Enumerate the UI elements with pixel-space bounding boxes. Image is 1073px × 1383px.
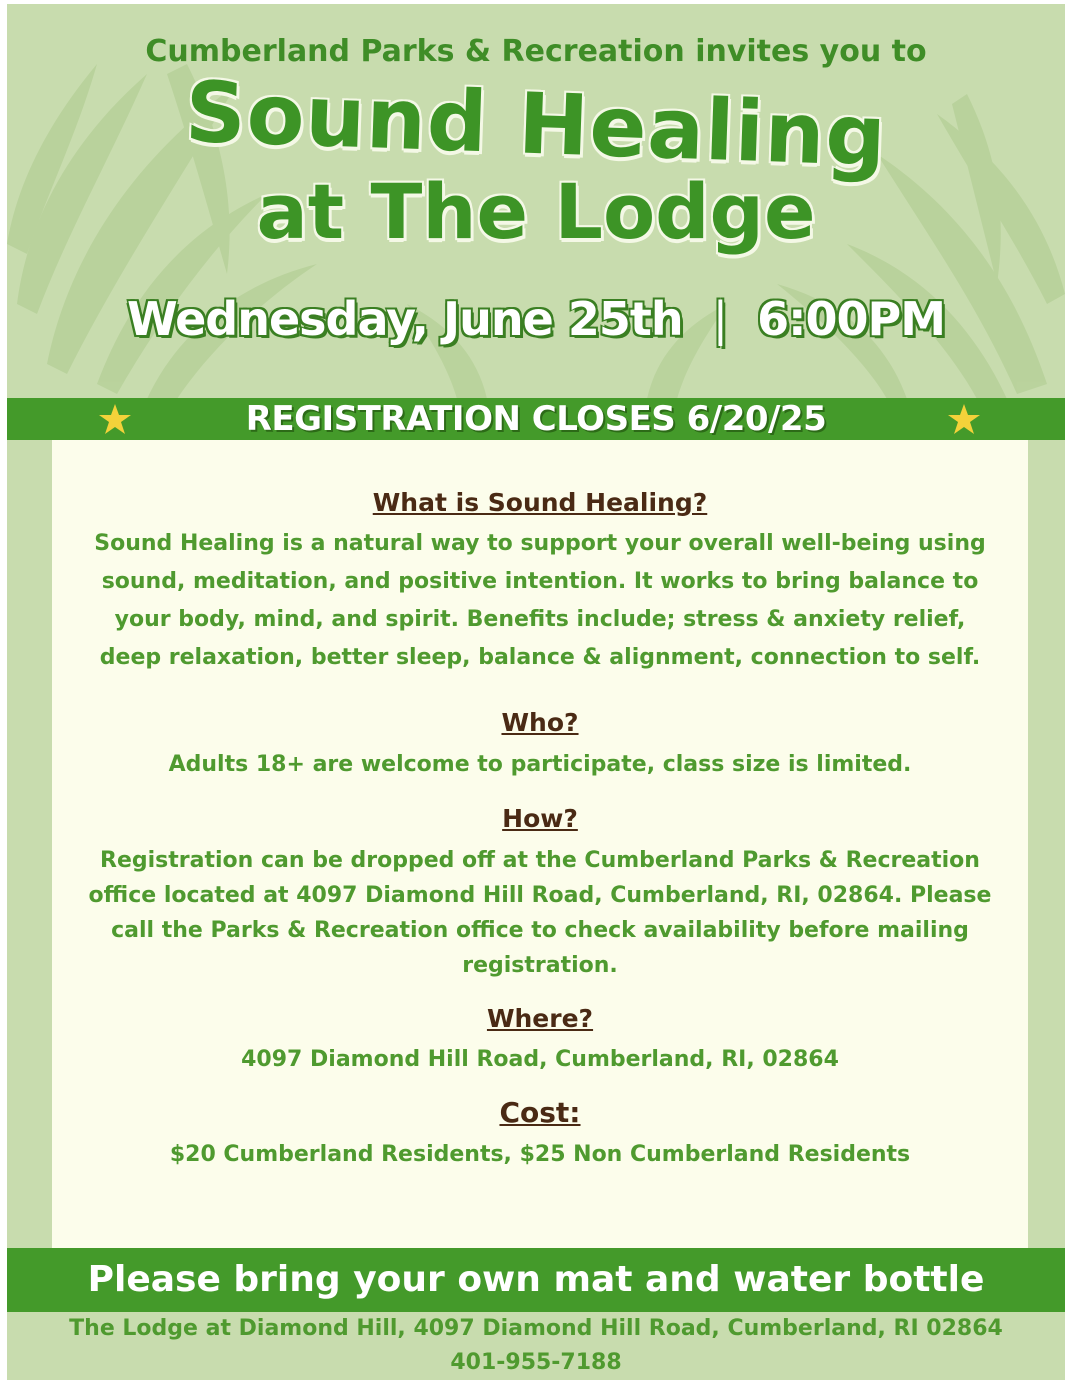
what-line: Sound Healing is a natural way to support your overall well-being using (94, 531, 986, 556)
what-line: your body, mind, and spirit. Benefits include; stress & anxiety relief, (114, 607, 966, 632)
who-line: Adults 18+ are welcome to participate, class size is limited. (168, 752, 912, 777)
event-time: 6:00PM (757, 292, 945, 346)
star-icon (947, 402, 981, 436)
info-panel (52, 440, 1028, 1248)
how-line: call the Parks & Recreation office to check availability before mailing (111, 918, 969, 943)
what-body (52, 525, 1028, 677)
title-line-1: Sound Healing (183, 62, 889, 186)
cost-body (52, 1136, 1028, 1174)
event-title (7, 62, 1065, 256)
who-heading: Who? (501, 708, 579, 737)
invite-line: Cumberland Parks & Recreation invites you to (145, 34, 927, 69)
cost-line: $20 Cumberland Residents, $25 Non Cumberland Residents (169, 1142, 911, 1167)
who-body (52, 746, 1028, 784)
date-separator: | (712, 292, 728, 346)
how-heading: How? (502, 804, 578, 833)
where-heading: Where? (486, 1004, 594, 1033)
how-line: Registration can be dropped off at the Cumberland Parks & Recreation (100, 848, 980, 873)
how-body (52, 843, 1028, 983)
where-line: 4097 Diamond Hill Road, Cumberland, RI, 02864 (241, 1047, 839, 1072)
footer-phone: 401-955-7188 (450, 1350, 622, 1375)
what-heading: What is Sound Healing? (372, 488, 708, 517)
how-line: registration. (462, 953, 618, 978)
what-line: deep relaxation, better sleep, balance & alignment, connection to self. (99, 645, 981, 670)
how-line: office located at 4097 Diamond Hill Road, Cumberland, RI, 02864. Please (88, 883, 992, 908)
date-time-line (7, 292, 1065, 346)
footer-address: The Lodge at Diamond Hill, 4097 Diamond Hill Road, Cumberland, RI 02864 (69, 1316, 1003, 1341)
registration-banner (7, 398, 1065, 440)
flyer (7, 4, 1065, 1380)
registration-close-text: REGISTRATION CLOSES 6/20/25 (245, 399, 827, 439)
where-body (52, 1041, 1028, 1079)
bring-banner (7, 1248, 1065, 1312)
bring-text: Please bring your own mat and water bottle (87, 1259, 985, 1300)
event-date: Wednesday, June 25th (127, 292, 683, 346)
what-line: sound, meditation, and positive intention. It works to bring balance to (101, 569, 979, 594)
title-line-2: at The Lodge (256, 167, 816, 256)
cost-heading: Cost: (499, 1096, 581, 1129)
